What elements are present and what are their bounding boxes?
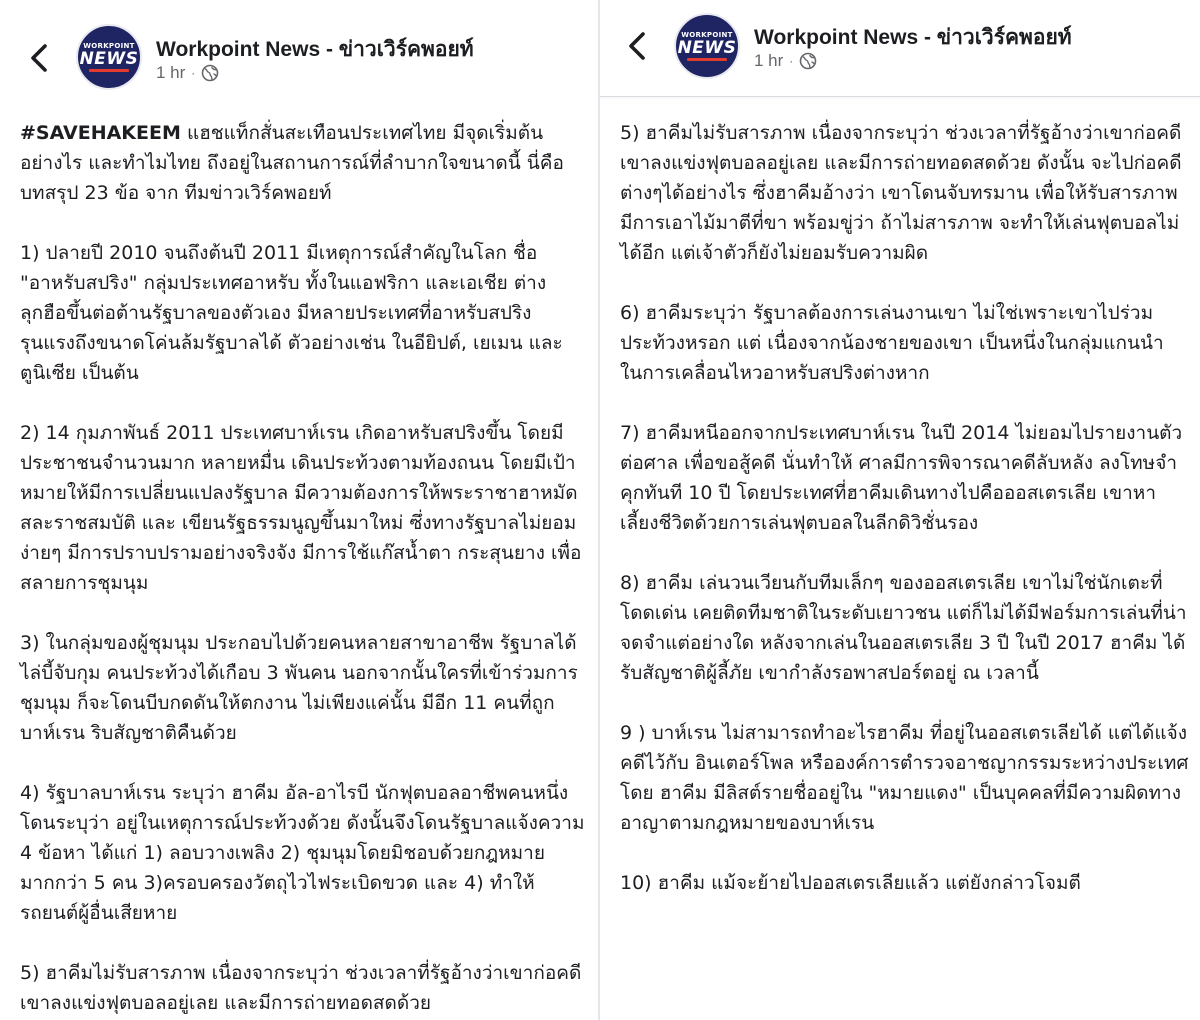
hashtag-link[interactable]: #SAVEHAKEEM (20, 122, 181, 144)
post-paragraph-intro (20, 118, 588, 208)
post-panel-right (600, 0, 1200, 1020)
chevron-left-icon (626, 31, 648, 61)
post-paragraph-4: 4) รัฐบาลบาห์เรน ระบุว่า ฮาคีม อัล-อาไรบี นักฟุตบอลอาชีพคนหนึ่ง โดนระบุว่า อยู่ในเหตุการณ์ประท้วงด้วย ดังนั้นจึงโดนรัฐบาลแจ้งความ 4 ข้อหา ได้แก่ 1) ลอบวางเพลิง 2) ชุมนุมโดยมิชอบด้วยกฎหมายมากกว่า 5 คน 3)ครอบครองวัตถุไวไฟระเบิดขวด และ 4) ทำให้รถยนต์ผู้อื่นเสียหาย (20, 782, 585, 924)
page-avatar[interactable] (76, 24, 142, 90)
post-meta (156, 63, 219, 83)
page-avatar[interactable] (674, 13, 740, 79)
avatar-logo-main: NEWS (677, 38, 737, 58)
globe-icon (799, 52, 817, 70)
meta-separator: · (191, 66, 196, 80)
post-paragraph-10: 10) ฮาคีม แม้จะย้ายไปออสเตรเลียแล้ว แต่ยังกล่าวโจมตี (620, 872, 1081, 894)
back-button[interactable] (24, 43, 54, 73)
page-name-link[interactable]: Workpoint News - ข่าวเวิร์คพอยท์ (754, 26, 1072, 49)
post-paragraph-5: 5) ฮาคีมไม่รับสารภาพ เนื่องจากระบุว่า ช่วงเวลาที่รัฐอ้างว่าเขาก่อคดี เขาลงแข่งฟุตบอลอยู่เลย และมีการถ่ายทอดสดด้วย ดังนั้น จะไปก่อคดีต่างๆได้อย่างไร ซึ่งฮาคีมอ้างว่า เขาโดนจับทรมาน เพื่อให้รับสารภาพ มีการเอาไม้มาตีที่ขา พร้อมขู่ว่า ถ้าไม่สารภาพ จะทำให้เล่นฟุตบอลไม่ได้อีก แต่เจ้าตัวก็ยังไม่ยอมรับความผิด (620, 122, 1182, 264)
avatar-logo-bar (687, 58, 727, 61)
post-header (600, 0, 1200, 97)
post-panel-left (0, 0, 598, 1020)
avatar-logo-main: NEWS (79, 49, 139, 69)
post-paragraph-1: 1) ปลายปี 2010 จนถึงต้นปี 2011 มีเหตุการณ์สำคัญในโลก ชื่อ "อาหรับสปริง" กลุ่มประเทศอาหรับ ทั้งในแอฟริกา และเอเชีย ต่างลุกฮือขึ้นต่อต้านรัฐบาลของตัวเอง มีหลายประเทศที่อาหรับสปริง รุนแรงถึงขนาดโค่นล้มรัฐบาลได้ ตัวอย่างเช่น ในอียิปต์, เยเมน และ ตูนิเซีย เป็นต้น (20, 242, 563, 384)
post-paragraph-3: 3) ในกลุ่มของผู้ชุมนุม ประกอบไปด้วยคนหลายสาขาอาชีพ รัฐบาลได้ไล่บี้จับกุม คนประท้วงได้เกือบ 3 พันคน นอกจากนั้นใครที่เข้าร่วมการชุมนุม ก็จะโดนบีบกดดันให้ตกงาน ไม่เพียงแค่นั้น มีอีก 11 คนที่ถูกบาห์เรน ริบสัญชาติคืนด้วย (20, 632, 578, 744)
post-paragraph-7: 7) ฮาคีมหนีออกจากประเทศบาห์เรน ในปี 2014 ไม่ยอมไปรายงานตัวต่อศาล เพื่อขอสู้คดี นั่นทำให้ ศาลมีการพิจารณาคดีลับหลัง ลงโทษจำคุกทันที 10 ปี โดยประเทศที่ฮาคีมเดินทางไปคือออสเตรเลีย เขาหาเลี้ยงชีวิตด้วยการเล่นฟุตบอลในลีกดิวิชั่นรอง (620, 422, 1183, 534)
meta-separator: · (789, 54, 794, 68)
page-name-link[interactable]: Workpoint News - ข่าวเวิร์คพอยท์ (156, 38, 474, 61)
post-paragraph-2: 2) 14 กุมภาพันธ์ 2011 ประเทศบาห์เรน เกิดอาหรับสปริงขึ้น โดยมีประชาชนจำนวนมาก หลายหมื่น เดินประท้วงตามท้องถนน โดยมีเป้าหมายให้มีการเปลี่ยนแปลงรัฐบาล มีความต้องการให้พระราชาฮาหมัด สละราชสมบัติ และ เขียนรัฐธรรมนูญขึ้นมาใหม่ ซึ่งทางรัฐบาลไม่ยอมง่ายๆ มีการปราบปรามอย่างจริงจัง มีการใช้แก๊สน้ำตา กระสุนยาง เพื่อสลายการชุมนุม (20, 422, 582, 594)
post-paragraph-5: 5) ฮาคีมไม่รับสารภาพ เนื่องจากระบุว่า ช่วงเวลาที่รัฐอ้างว่าเขาก่อคดี เขาลงแข่งฟุตบอลอยู่เลย และมีการถ่ายทอดสดด้วย (20, 962, 582, 1014)
post-body (20, 118, 588, 1020)
intro-text: แฮชแท็กสั่นสะเทือนประเทศไทย มีจุดเริ่มต้นอย่างไร และทำไมไทย ถึงอยู่ในสถานการณ์ที่ลำบากใจขนาดนี้ นี่คือบทสรุป 23 ข้อ จาก ทีมข่าวเวิร์คพอยท์ (20, 122, 564, 204)
avatar-logo-top: WORKPOINT (83, 42, 135, 50)
post-body (620, 118, 1190, 928)
avatar-logo-bar (89, 69, 129, 72)
post-paragraph-9: 9 ) บาห์เรน ไม่สามารถทำอะไรฮาคีม ที่อยู่ในออสเตรเลียได้ แต่ได้แจ้งคดีไว้กับ อินเตอร์โพล หรือองค์การตำรวจอาชญากรรมระหว่างประเทศ โดย ฮาคีม มีลิสต์รายชื่ออยู่ใน "หมายแดง" เป็นบุคคลที่มีความผิดทางอาญาตามกฎหมายของบาห์เรน (620, 722, 1189, 834)
back-button[interactable] (622, 31, 652, 61)
post-paragraph-8: 8) ฮาคีม เล่นวนเวียนกับทีมเล็กๆ ของออสเตรเลีย เขาไม่ใช่นักเตะที่โดดเด่น เคยติดทีมชาติในระดับเยาวชน แต่ก็ไม่ได้มีฟอร์มการเล่นที่น่าจดจำแต่อย่างใด หลังจากเล่นในออสเตรเลีย 3 ปี ในปี 2017 ฮาคีม ได้รับสัญชาติผู้ลี้ภัย เขากำลังรอพาสปอร์ตอยู่ ณ เวลานี้ (620, 572, 1187, 684)
post-paragraph-6: 6) ฮาคีมระบุว่า รัฐบาลต้องการเล่นงานเขา ไม่ใช่เพราะเขาไปร่วมประท้วงหรอก แต่ เนื่องจากน้องชายของเขา เป็นหนึ่งในกลุ่มแกนนำ ในการเคลื่อนไหวอาหรับสปริงต่างหาก (620, 302, 1164, 384)
globe-icon (201, 64, 219, 82)
chevron-left-icon (28, 43, 50, 73)
post-time[interactable]: 1 hr (156, 63, 186, 82)
post-meta (754, 51, 817, 71)
post-header (0, 0, 598, 100)
avatar-logo-top: WORKPOINT (681, 31, 733, 39)
post-time[interactable]: 1 hr (754, 51, 784, 70)
